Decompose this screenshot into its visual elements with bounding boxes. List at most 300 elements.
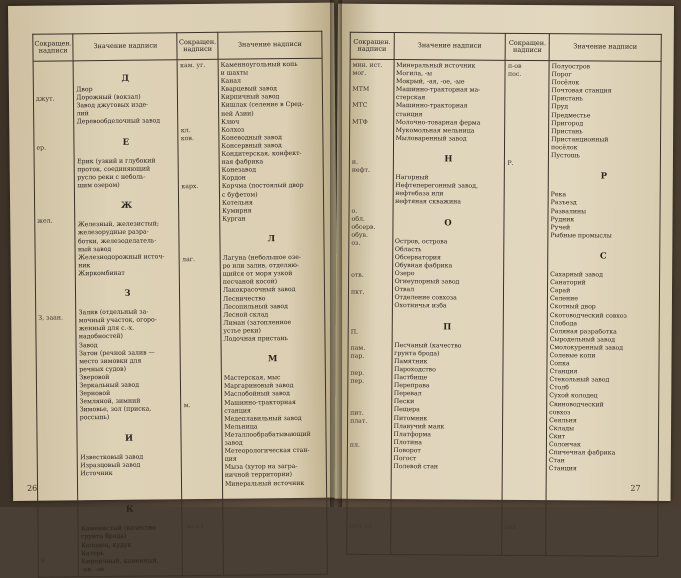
entry-line bbox=[507, 217, 546, 225]
entry-line bbox=[508, 79, 547, 87]
entry-line: посёлок bbox=[550, 144, 578, 152]
entry-line: Метеорологическая стан- bbox=[224, 446, 310, 455]
entry-line bbox=[505, 492, 544, 500]
entry-line: Мастерская, мыс bbox=[223, 374, 281, 383]
entry-line: Отвал bbox=[394, 286, 415, 294]
entry-line: Песчаный (качество bbox=[394, 341, 462, 350]
entry-line: Затон (речной залив — bbox=[79, 349, 155, 357]
entry-line: Мельница bbox=[224, 423, 258, 431]
entry-line: ботки, железоделатель- bbox=[77, 236, 157, 245]
entry-line: Памятник bbox=[394, 357, 428, 366]
entry-line: Завод джутовых изде- bbox=[76, 101, 149, 110]
entry-line bbox=[77, 189, 176, 198]
entry-line: Машинно-тракторная bbox=[224, 398, 296, 407]
entry-line: Селение bbox=[549, 295, 578, 303]
entry-line bbox=[350, 491, 389, 499]
entry-line: Деревообделочный завод bbox=[76, 117, 161, 126]
entry-line: обл. bbox=[351, 215, 365, 223]
entry-line: Земляной, зимний bbox=[79, 397, 141, 406]
entry-line: мочный участок, огоро- bbox=[78, 316, 157, 325]
entry-line: нефтебаза или bbox=[395, 190, 444, 198]
entry-line: Охотничья изба bbox=[394, 302, 447, 310]
entry-line bbox=[507, 225, 546, 233]
entry-line bbox=[77, 126, 176, 135]
entry-line: шим озером) bbox=[77, 181, 120, 190]
entry-line: Котельня bbox=[221, 199, 253, 207]
entry-line bbox=[506, 346, 545, 354]
entry-line: Плавучий маяк bbox=[393, 422, 445, 431]
entry-line: Кондитерская, конфект- bbox=[221, 149, 302, 158]
entry-line bbox=[505, 476, 544, 484]
entry-line: Ключ bbox=[221, 118, 240, 126]
entry-line bbox=[349, 499, 388, 507]
entry-line: Пристанционный bbox=[551, 135, 609, 144]
entry-line bbox=[352, 110, 391, 118]
entry-line: Маргариновый завод bbox=[223, 382, 294, 391]
entry-line: лий bbox=[76, 110, 89, 118]
page-number: 27 bbox=[630, 483, 641, 493]
header-meaning: Значение надписи bbox=[218, 31, 322, 59]
entry-line bbox=[352, 143, 391, 151]
entry-line bbox=[506, 403, 545, 411]
entry-line: Обувная фабрика bbox=[394, 262, 453, 270]
entry-line: Станция bbox=[549, 368, 578, 376]
entry-line: Переправа bbox=[393, 382, 430, 390]
entry-line: Сеяльня bbox=[549, 416, 577, 425]
entry-line: Плотина bbox=[393, 438, 422, 447]
entry-line: Стекольный завод bbox=[549, 376, 610, 384]
entry-line: Солончак bbox=[548, 441, 581, 449]
entry-line bbox=[81, 493, 180, 502]
entry-line bbox=[350, 426, 389, 434]
entry-line: мог. bbox=[352, 69, 367, 77]
entry-line bbox=[548, 538, 655, 547]
header-meaning: Значение надписи bbox=[73, 33, 177, 61]
entry-line: Столб bbox=[549, 384, 569, 392]
entry-line bbox=[506, 411, 545, 419]
entry-line bbox=[396, 143, 503, 152]
entry-line: Полуостров bbox=[551, 63, 591, 71]
entry-line bbox=[351, 248, 390, 256]
entry-line bbox=[507, 249, 546, 257]
entry-line bbox=[394, 311, 501, 320]
entry-line: ник bbox=[78, 261, 91, 270]
entry-line: Санаторий bbox=[550, 279, 586, 287]
entry-line: Источник bbox=[80, 469, 113, 478]
entry-line: Залив (отдельный за- bbox=[78, 308, 149, 317]
legend-table-right bbox=[346, 32, 662, 557]
entry-line: речных судов) bbox=[79, 365, 127, 374]
section-letter: Ж bbox=[120, 200, 134, 212]
entry-line: Колодец, кудук bbox=[81, 541, 132, 549]
entry-line: Пески bbox=[393, 398, 415, 406]
entry-line: обсерв. bbox=[351, 223, 376, 231]
entry-line: Лесопильный завод bbox=[223, 302, 288, 311]
entry-line bbox=[352, 135, 391, 143]
entry-line: Пруд bbox=[551, 103, 569, 111]
header-abbr: Сокращен. надписи bbox=[33, 34, 74, 61]
entry-line: Мыза (хутор на загра- bbox=[224, 463, 298, 472]
entry-line: Кирпичный завод bbox=[220, 93, 280, 102]
entry-line: МТС bbox=[352, 102, 368, 110]
entry-line: Соляная разработка bbox=[549, 327, 617, 336]
entry-line bbox=[352, 151, 391, 159]
column bbox=[218, 58, 327, 575]
section-letter: К bbox=[125, 504, 135, 516]
entry-line bbox=[507, 241, 546, 249]
entry-line: Лиман (затопленное bbox=[223, 318, 292, 327]
entry-line: Развалины bbox=[550, 207, 587, 215]
entry-line bbox=[507, 168, 546, 176]
section-letter: Н bbox=[444, 154, 454, 165]
entry-line: Р. bbox=[507, 159, 514, 168]
entry-line: Скит bbox=[548, 433, 566, 441]
entry-line: Обсерватория bbox=[394, 253, 441, 262]
entry-line: грунта брода) bbox=[80, 533, 127, 541]
entry-line bbox=[505, 451, 544, 459]
entry-line: ро или залив, отделяю- bbox=[222, 262, 299, 270]
entry-line: Ручей bbox=[550, 223, 571, 231]
entry-line bbox=[507, 184, 546, 192]
entry-line bbox=[506, 354, 545, 362]
entry-line bbox=[505, 484, 544, 492]
entry-line bbox=[505, 459, 544, 467]
entry-line: Рудник bbox=[550, 215, 575, 223]
entry-line: МТФ bbox=[352, 118, 368, 126]
entry-line: К bbox=[40, 557, 46, 565]
entry-line: Пастбище bbox=[393, 374, 428, 382]
entry-line bbox=[80, 422, 179, 431]
entry-line: мин. ист. bbox=[352, 61, 383, 69]
entry-line bbox=[351, 305, 390, 313]
entry-line bbox=[393, 544, 500, 553]
entry-line bbox=[508, 119, 547, 127]
entry-line: жел. bbox=[37, 217, 53, 225]
entry-line bbox=[508, 95, 547, 103]
header-abbr: Сокращен. надписи bbox=[506, 33, 550, 60]
entry-line bbox=[506, 330, 545, 338]
entry-line: Ерик (узкий и глубокий bbox=[77, 157, 156, 166]
right-page bbox=[335, 4, 674, 532]
entry-line: Стан bbox=[548, 457, 565, 465]
entry-line bbox=[352, 183, 391, 191]
entry-line: ция bbox=[224, 455, 237, 463]
entry-line: Пещера bbox=[393, 406, 420, 414]
entry-line: Смолокуренный завод bbox=[549, 344, 624, 352]
entry-line: пос. bbox=[507, 70, 522, 79]
entry-line bbox=[352, 127, 391, 135]
column bbox=[33, 61, 79, 577]
entry-line: Лодочная пристань bbox=[223, 335, 288, 343]
entry-line: м. bbox=[183, 402, 191, 410]
entry-line: Каменноугольный копь bbox=[220, 60, 298, 69]
entry-line bbox=[505, 516, 544, 524]
entry-line bbox=[223, 343, 322, 352]
entry-line bbox=[505, 500, 544, 508]
column bbox=[178, 59, 224, 575]
entry-line: Железнодорожный источ- bbox=[78, 253, 165, 261]
entry-line bbox=[505, 427, 544, 435]
entry-line: Лагуна (небольшое озе- bbox=[222, 254, 302, 262]
book-gutter bbox=[330, 0, 342, 507]
entry-line bbox=[352, 191, 391, 199]
entry-line: Скотный двор bbox=[549, 303, 596, 311]
entry-line bbox=[551, 160, 658, 169]
entry-line: Огнеупорный завод bbox=[394, 278, 460, 286]
entry-line bbox=[506, 378, 545, 386]
entry-line: Металлообрабатывающий bbox=[224, 430, 311, 439]
entry-line: плат. bbox=[350, 417, 368, 425]
entry-line: Нагорный bbox=[395, 174, 429, 182]
entry-line: Могила, -ы bbox=[396, 70, 433, 78]
entry-line bbox=[550, 240, 657, 249]
entry-line: (кол.) bbox=[184, 523, 204, 531]
section-letter: С bbox=[599, 251, 608, 262]
entry-line: Остров, острова bbox=[394, 237, 448, 246]
entry-line: Погост bbox=[393, 455, 417, 463]
entry-line bbox=[507, 152, 546, 160]
entry-line: пл. bbox=[349, 442, 360, 450]
entry-line: россыпь) bbox=[79, 414, 110, 422]
entry-line bbox=[506, 289, 545, 297]
entry-line: пам. bbox=[350, 345, 366, 353]
section-letter: Л bbox=[267, 234, 277, 245]
entry-line: щийся от моря узкой bbox=[222, 270, 293, 279]
entry-line: Известковый завод bbox=[80, 453, 144, 461]
entry-line: кам. уг. bbox=[180, 61, 206, 70]
entry-line: Почтовая станция bbox=[551, 87, 612, 95]
header-abbr: Сокращен. надписи bbox=[177, 32, 218, 59]
entry-line: Поворот bbox=[393, 446, 421, 455]
entry-line bbox=[351, 264, 390, 272]
entry-line: песчаной косой) bbox=[222, 278, 278, 287]
entry-line: станция bbox=[395, 110, 423, 118]
entry-line: Каменистый (качество bbox=[80, 524, 156, 533]
entry-line: нефт. bbox=[351, 166, 370, 175]
entry-line: Двор bbox=[76, 86, 93, 94]
entry-line: Мукомольная мельница bbox=[395, 126, 475, 135]
entry-line: Предместье bbox=[551, 111, 591, 119]
entry-line: Изразцовый завод bbox=[80, 461, 141, 470]
column bbox=[390, 60, 505, 556]
entry-line: Консервный завод bbox=[221, 142, 282, 150]
entry-line bbox=[350, 394, 389, 402]
entry-line bbox=[506, 387, 545, 395]
entry-line: Железный, железистый; bbox=[77, 220, 159, 229]
entry-line: надобностей) bbox=[78, 333, 123, 341]
entry-line: Сахарный завод bbox=[550, 271, 603, 279]
entry-line bbox=[395, 207, 502, 216]
entry-line: пер. bbox=[350, 369, 365, 377]
entry-line: Зимовье, зол (приска, bbox=[79, 405, 152, 414]
entry-line: Нефтеперегонный завод, bbox=[395, 182, 478, 190]
entry-line: Пристань bbox=[551, 127, 583, 136]
entry-line: Канал bbox=[220, 77, 242, 85]
entry-line: П. bbox=[350, 328, 359, 336]
entry-line: Свиноводческий bbox=[549, 400, 604, 409]
entry-line: джут. bbox=[35, 95, 55, 104]
entry-line: Маслобойный завод bbox=[223, 390, 291, 399]
entry-line: Мыловаренный завод bbox=[395, 134, 467, 143]
entry-line bbox=[507, 257, 546, 265]
entry-line: Медеплавильный завод bbox=[224, 414, 302, 423]
entry-line: Пригород bbox=[551, 119, 584, 128]
entry-line bbox=[349, 515, 388, 523]
entry-line: Сарай bbox=[549, 287, 571, 295]
entry-line: с буфетом) bbox=[221, 190, 258, 199]
entry-line bbox=[507, 265, 546, 273]
section-letter: З bbox=[124, 288, 132, 299]
entry-line bbox=[351, 256, 390, 264]
entry-line: Мокрый, -ая, -ое, -ые bbox=[395, 78, 465, 86]
entry-line: н. bbox=[351, 158, 359, 166]
entry-line bbox=[506, 370, 545, 378]
column bbox=[546, 61, 661, 557]
entry-line: Сыродельный завод bbox=[549, 335, 616, 344]
entry-line bbox=[351, 337, 390, 345]
entry-line: железорудные разра- bbox=[77, 228, 149, 237]
entry-line: Лакокрасочный завод bbox=[222, 286, 296, 295]
entry-line bbox=[352, 199, 391, 207]
entry-line bbox=[508, 87, 547, 95]
entry-line bbox=[506, 419, 545, 427]
entry-line: Кордон bbox=[221, 174, 246, 183]
entry-line: пкт. bbox=[350, 288, 365, 296]
entry-line bbox=[350, 361, 389, 369]
header-meaning: Значение надписи bbox=[394, 33, 506, 61]
entry-line bbox=[350, 458, 389, 466]
entry-line: Сопка bbox=[549, 360, 570, 368]
entry-line: Зеркальный завод bbox=[79, 381, 140, 390]
entry-line bbox=[78, 277, 177, 286]
entry-line: Дорожный (вокзал) bbox=[76, 93, 141, 102]
entry-line: Слобода bbox=[549, 319, 578, 327]
entry-line: Пристань bbox=[551, 95, 583, 103]
entry-line bbox=[350, 385, 389, 393]
entry-line: Сухой колодец bbox=[549, 392, 598, 400]
entry-line bbox=[350, 475, 389, 483]
entry-line: пол. ст. bbox=[349, 523, 374, 531]
entry-line: ков. bbox=[180, 134, 194, 143]
entry-line: Молочно-товарная ферма bbox=[395, 118, 481, 127]
entry-line bbox=[351, 296, 390, 304]
entry-line bbox=[506, 338, 545, 346]
entry-line: лаг. bbox=[182, 256, 196, 264]
entry-line: Пустошь bbox=[550, 152, 580, 160]
section-letter: М bbox=[267, 354, 279, 365]
page-number: 26 bbox=[27, 483, 38, 493]
entry-line: Завод bbox=[78, 341, 98, 349]
entry-line: Зерновой bbox=[79, 390, 111, 398]
entry-line bbox=[350, 450, 389, 458]
entry-line: Кумирня bbox=[222, 207, 252, 215]
entry-line bbox=[352, 94, 391, 102]
entry-line: Полевой стан bbox=[393, 463, 439, 471]
entry-line: Кишлак (селение в Сред- bbox=[220, 101, 304, 110]
entry-line: Зверовой bbox=[79, 373, 110, 382]
entry-line: Скотоводческий совхоз bbox=[549, 311, 627, 320]
entry-line: обув. bbox=[351, 231, 368, 239]
entry-line: -ая, -ое bbox=[81, 565, 105, 574]
entry-line bbox=[506, 314, 545, 322]
section-letter: П bbox=[443, 322, 453, 333]
entry-line: грунта брода) bbox=[394, 349, 440, 358]
entry-line: Озеро bbox=[394, 270, 415, 278]
entry-line bbox=[507, 144, 546, 152]
section-letter: Д bbox=[121, 73, 131, 84]
entry-line bbox=[508, 128, 547, 136]
entry-line: пар. bbox=[350, 353, 365, 361]
entry-line bbox=[350, 402, 389, 410]
entry-line: Кирпичный, каменный, bbox=[81, 557, 159, 565]
entry-line bbox=[505, 443, 544, 451]
column bbox=[74, 60, 183, 577]
entry-line bbox=[352, 78, 391, 86]
entry-line: Минеральный источник bbox=[224, 479, 305, 488]
column bbox=[347, 59, 394, 554]
entry-line: станция bbox=[224, 407, 251, 415]
entry-line bbox=[506, 306, 545, 314]
entry-line bbox=[507, 209, 546, 217]
entry-line: Курган bbox=[222, 215, 246, 223]
entry-line bbox=[505, 435, 544, 443]
entry-line bbox=[507, 281, 546, 289]
entry-line: Спичечная фабрика bbox=[548, 449, 616, 457]
entry-line: Пароходство bbox=[393, 366, 436, 374]
entry-line: сол. bbox=[504, 524, 518, 532]
entry-line: русло реки с неболь- bbox=[77, 173, 146, 182]
entry-line bbox=[507, 192, 546, 200]
entry-line: Машинно-тракторная bbox=[395, 102, 468, 111]
entry-line: Минеральный источник bbox=[396, 62, 476, 70]
entry-line: Порог bbox=[551, 71, 572, 79]
entry-line: кл. bbox=[180, 126, 191, 134]
entry-line bbox=[508, 111, 547, 119]
entry-line: совхоз bbox=[549, 408, 571, 416]
entry-line bbox=[507, 233, 546, 241]
entry-line bbox=[507, 200, 546, 208]
entry-line: пер. bbox=[350, 377, 365, 385]
entry-line: Корчма (постоялый двор bbox=[221, 182, 304, 191]
entry-line bbox=[352, 175, 391, 183]
entry-line bbox=[349, 507, 388, 515]
entry-line: Лесничество bbox=[222, 294, 266, 303]
entry-line: Перевал bbox=[393, 390, 422, 398]
entry-line: Лесной склад bbox=[223, 311, 269, 319]
entry-line: Платформа bbox=[393, 430, 432, 439]
entry-line bbox=[508, 136, 547, 144]
entry-line bbox=[351, 321, 390, 329]
entry-line bbox=[351, 280, 390, 288]
entry-line bbox=[506, 395, 545, 403]
entry-line bbox=[507, 273, 546, 281]
entry-line: о. bbox=[351, 207, 358, 215]
entry-line: Область bbox=[394, 245, 422, 254]
entry-line bbox=[350, 466, 389, 474]
entry-line: п-ов bbox=[508, 62, 522, 70]
entry-line: карх. bbox=[181, 183, 199, 191]
entry-line bbox=[506, 298, 545, 306]
entry-line: Рыбные промыслы bbox=[550, 231, 612, 240]
entry-line: завод bbox=[224, 439, 243, 447]
entry-line: Конезавод bbox=[221, 166, 257, 174]
header-meaning: Значение надписи bbox=[549, 34, 661, 62]
entry-line: отв. bbox=[351, 272, 364, 280]
entry-line: устье реки) bbox=[223, 327, 261, 335]
entry-line bbox=[507, 176, 546, 184]
entry-line: Разъезд bbox=[550, 199, 577, 207]
entry-line: нефтяная скважина bbox=[395, 198, 461, 206]
